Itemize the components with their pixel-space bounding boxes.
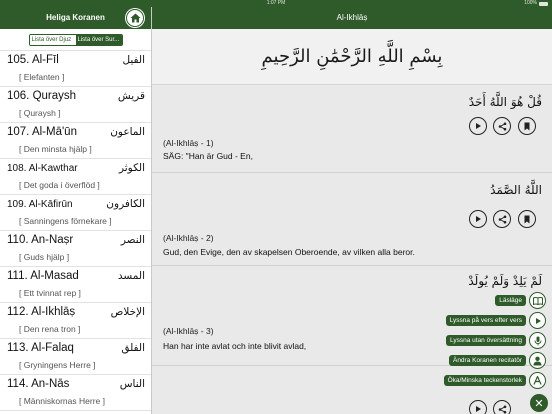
surah-name: 106. Quraysh — [7, 90, 77, 102]
surah-item[interactable] — [0, 87, 151, 123]
tab-surah-list[interactable]: Lista över Sur... — [76, 35, 122, 45]
fab-label: Ändra Koranen recitatör — [449, 355, 526, 366]
microphone-icon — [534, 336, 542, 346]
bookmark-icon — [523, 215, 531, 224]
list-toggle — [0, 29, 151, 51]
surah-name: 113. Al-Falaq — [7, 342, 74, 354]
surah-meaning: [ Sanningens förnekare ] — [19, 216, 112, 226]
surah-arabic: الفلق — [121, 342, 145, 354]
surah-arabic: قريش — [117, 90, 145, 102]
verse-reference: (Al-Ikhlāṣ - 1) — [163, 138, 214, 148]
verse-arabic: اللَّهُ الصَّمَدُ — [490, 183, 542, 197]
verse-share-button[interactable] — [493, 400, 511, 414]
segmented-control — [29, 34, 123, 46]
surah-name: 107. Al-Mā'ūn — [7, 126, 77, 138]
page-title: Al-Ikhlāṣ — [152, 7, 552, 29]
fab-button[interactable] — [529, 372, 546, 389]
surah-meaning: [ Guds hjälp ] — [19, 252, 70, 262]
play-icon — [474, 405, 482, 413]
home-button[interactable] — [126, 9, 144, 27]
verse-share-button[interactable] — [493, 117, 511, 135]
fab-label: Lyssna på vers efter vers — [446, 315, 526, 326]
verse-bookmark-button[interactable] — [518, 210, 536, 228]
sidebar-title: Heliga Koranen — [46, 13, 105, 22]
fab-button[interactable] — [529, 352, 546, 369]
surah-meaning: [ Den rena tron ] — [19, 324, 81, 334]
play-icon — [474, 122, 482, 130]
surah-item[interactable] — [0, 375, 151, 411]
surah-arabic: الماعون — [110, 126, 145, 138]
surah-name: 105. Al-Fīl — [7, 54, 59, 66]
surah-name: 111. Al-Masad — [7, 270, 79, 282]
person-icon — [533, 356, 542, 366]
surah-meaning: [ Gryningens Herre ] — [19, 360, 96, 370]
fab-button[interactable] — [529, 332, 546, 349]
surah-arabic: الفيل — [122, 54, 145, 66]
surah-arabic: الكافرون — [106, 198, 145, 210]
fab-font-size[interactable] — [444, 372, 546, 389]
fab-label: Öka/Minska teckenstorlek — [444, 375, 526, 386]
surah-name: 112. Al-Ikhlāṣ — [7, 306, 76, 318]
verse-arabic: لَمْ يَلِدْ وَلَمْ يُولَدْ — [468, 274, 542, 288]
fab-button[interactable] — [529, 312, 546, 329]
surah-meaning: [ Den minsta hjälp ] — [19, 144, 92, 154]
status-time: 1:07 PM — [266, 0, 286, 6]
verse-play-button[interactable] — [469, 210, 487, 228]
font-size-icon — [533, 376, 542, 385]
surah-item[interactable] — [0, 339, 151, 375]
verse-reference: (Al-Ikhlāṣ - 3) — [163, 326, 214, 336]
surah-meaning: [ Ett tvinnat rep ] — [19, 288, 81, 298]
surah-arabic: الكوثر — [118, 162, 145, 174]
surah-arabic: النصر — [120, 234, 145, 246]
close-icon: ✕ — [534, 397, 544, 410]
fab-label: Lyssna utan översättning — [446, 335, 526, 346]
surah-meaning: [ Quraysh ] — [19, 108, 61, 118]
verse-share-button[interactable] — [493, 210, 511, 228]
surah-arabic: المسد — [117, 270, 145, 282]
surah-item[interactable] — [0, 195, 151, 231]
share-icon — [498, 122, 507, 131]
sidebar-header — [0, 7, 151, 29]
bookmark-icon — [523, 122, 531, 131]
fab-reading-mode[interactable] — [495, 292, 546, 309]
surah-item[interactable] — [0, 159, 151, 195]
play-icon — [474, 215, 482, 223]
fab-close-button[interactable] — [530, 394, 548, 412]
verse-translation: Gud, den Evige, den av skapelsen Oberoende, av vilken alla beror. — [163, 247, 415, 257]
bismillah: بِسْمِ اللَّهِ الرَّحْمَٰنِ الرَّحِيمِ — [152, 29, 552, 85]
book-icon — [533, 297, 543, 305]
fab-listen-verse[interactable] — [446, 312, 546, 329]
surah-meaning: [ Elefanten ] — [19, 72, 65, 82]
surah-meaning: [ Människornas Herre ] — [19, 396, 105, 406]
surah-item[interactable] — [0, 123, 151, 159]
fab-listen-no-translation[interactable] — [446, 332, 546, 349]
surah-name: 108. Al-Kawthar — [7, 163, 78, 174]
share-icon — [498, 215, 507, 224]
verse-card — [152, 173, 552, 266]
surah-item[interactable] — [0, 303, 151, 339]
surah-meaning: [ Det goda i överflöd ] — [19, 180, 100, 190]
battery-icon — [539, 2, 548, 6]
surah-item[interactable] — [0, 267, 151, 303]
battery-indicator — [524, 0, 548, 7]
surah-arabic: الإخلاص — [110, 306, 145, 318]
fab-change-reciter[interactable] — [449, 352, 546, 369]
share-icon — [498, 405, 507, 414]
fab-label: Läsläge — [495, 295, 526, 306]
tab-juz-list[interactable]: Lista över Djuz — [30, 35, 76, 45]
surah-name: 110. An-Naṣr — [7, 234, 74, 246]
verse-translation: SÄG: "Han är Gud - En, — [163, 151, 253, 161]
sidebar — [0, 7, 152, 414]
verse-bookmark-button[interactable] — [518, 117, 536, 135]
verse-arabic: قُلْ هُوَ اللَّهُ أَحَدٌ — [468, 95, 542, 109]
verse-play-button[interactable] — [469, 400, 487, 414]
surah-arabic: الناس — [119, 378, 145, 390]
surah-name: 109. Al-Kāfirūn — [7, 199, 73, 210]
surah-item[interactable] — [0, 231, 151, 267]
verse-translation: Han har inte avlat och inte blivit avlad, — [163, 341, 307, 351]
surah-item[interactable] — [0, 51, 151, 87]
fab-button[interactable] — [529, 292, 546, 309]
home-icon — [130, 13, 141, 23]
surah-name: 114. An-Nās — [7, 378, 70, 390]
status-bar — [0, 0, 552, 7]
verse-card — [152, 85, 552, 173]
play-icon — [534, 317, 542, 325]
verse-reference: (Al-Ikhlāṣ - 2) — [163, 233, 214, 243]
verse-play-button[interactable] — [469, 117, 487, 135]
battery-percent: 100% — [524, 0, 537, 6]
